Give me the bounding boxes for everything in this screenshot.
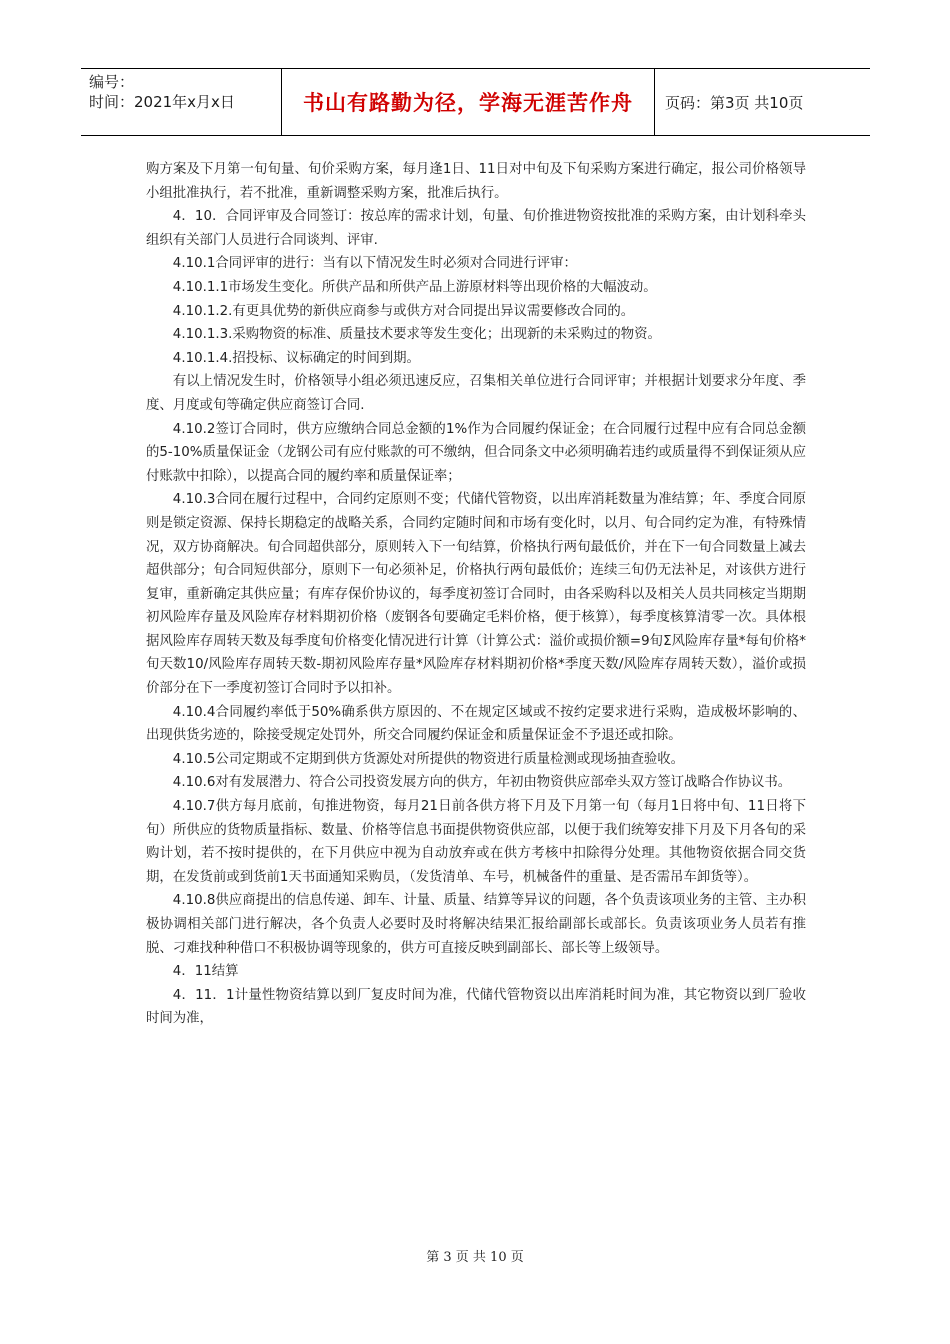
paragraph: 有以上情况发生时，价格领导小组必须迅速反应，召集相关单位进行合同评审；并根据计划要求分年度、季度、月度或旬等确定供应商签订合同. xyxy=(146,374,806,413)
paragraph: 4.10.8供应商提出的信息传递、卸车、计量、质量、结算等异议的问题，各个负责该项业务的主管、主办积极协调相关部门进行解决，各个负责人必要时及时将解决结果汇报给副部长或部长。负责该项业务人员若有推脱、刁难找种种借口不积极协调等现象的，供方可直接反映到副部长、部长等上级领导。 xyxy=(146,893,806,956)
paragraph: 4.10.1合同评审的进行：当有以下情况发生时必须对合同进行评审： xyxy=(172,256,577,272)
header-page-number: 页码：第3页 共10页 xyxy=(665,93,804,112)
page-footer: 第 3 页 共 10 页 xyxy=(426,1250,524,1265)
paragraph: 4.10.1.2.有更具优势的新供应商参与或供方对合同提出异议需要修改合同的。 xyxy=(172,303,635,319)
paragraph: 4．11结算 xyxy=(172,964,239,980)
page-header xyxy=(81,68,870,136)
paragraph: 4.10.4合同履约率低于50%确系供方原因的、不在规定区域或不按约定要求进行采购，造成极坏影响的、出现供货劣迹的，除接受规定处罚外，所交合同履约保证金和质量保证金不予退还或扣除。 xyxy=(146,704,806,744)
paragraph: 4.10.3合同在履行过程中，合同约定原则不变；代储代管物资，以出库消耗数量为准结算；年、季度合同原则是锁定资源、保持长期稳定的战略关系，合同约定随时间和市场有变化时，以月、旬合同约定为准，有特殊情况，双方协商解决。旬合同超供部分，原则转入下一旬结算，价格执行两旬最低价，并在下一旬合同数量上减去超供部分；旬合同短供部分，原则下一旬必须补足，价格执行两旬最低价；连续三旬仍无法补足，对该供方进行复审，重新确定其供应量；有库存保价协议的，每季度初签订合同时，由各采购科以及相关人员共同核定当期期初风险库存量及风险库存材料期初价格（废钢各旬要确定毛料价格，便于核算），每季度核算清零一次。具体根据风险库存周转天数及每季度旬价格变化情况进行计算（计算公式：溢价或损价额=9旬Σ风险库存量*每旬价格*旬天数10/风险库存周转天数-期初风险库存量*风险库存材料期初价格*季度天数/风险库存周转天数），溢价或损价部分在下一季度初签订合同时予以扣补。 xyxy=(146,492,806,697)
paragraph: 4.10.1.3.采购物资的标准、质量技术要求等发生变化；出现新的未采购过的物资。 xyxy=(172,327,661,343)
paragraph: 购方案及下月第一旬旬量、旬价采购方案，每月逢1日、11日对中旬及下旬采购方案进行确定，报公司价格领导小组批准执行，若不批准，重新调整采购方案，批准后执行。 xyxy=(146,162,806,201)
paragraph: 4.10.2签订合同时，供方应缴纳合同总金额的1%作为合同履约保证金；在合同履行过程中应有合同总金额的5-10%质量保证金（龙钢公司有应付账款的可不缴纳，但合同条文中必须明确若违约或质量得不到保证须从应付账款中扣除），以提高合同的履约率和质量保证率； xyxy=(146,421,806,484)
paragraph: 4．10．合同评审及合同签订：按总库的需求计划，旬量、旬价推进物资按批准的采购方案，由计划科牵头组织有关部门人员进行合同谈判、评审. xyxy=(146,209,806,248)
document-body xyxy=(146,158,806,1031)
document-time-label: 时间：2021年x月x日 xyxy=(89,93,235,111)
header-meta xyxy=(81,69,282,135)
paragraph: 4.10.7供方每月底前，旬推进物资，每月21日前各供方将下月及下月第一旬（每月1日将中旬、11日将下旬）所供应的货物质量指标、数量、价格等信息书面提供物资供应部，以便于我们统筹安排下月及下月各旬的采购计划，若不按时提供的，在下月供应中视为自动放弃或在供方考核中扣除得分处理。其他物资依据合同交货期，在发货前或到货前1天书面通知采购员，（发货清单、车号，机械备件的重量、是否需吊车卸货等）。 xyxy=(146,799,806,885)
header-motto: 书山有路勤为径，学海无涯苦作舟 xyxy=(282,69,655,135)
paragraph: 4.10.6对有发展潜力、符合公司投资发展方向的供方，年初由物资供应部牵头双方签订战略合作协议书。 xyxy=(172,775,792,791)
paragraph: 4.10.1.1市场发生变化。所供产品和所供产品上游原材料等出现价格的大幅波动。 xyxy=(172,279,657,295)
paragraph: 4．11．1计量性物资结算以到厂复皮时间为准，代储代管物资以出库消耗时间为准，其它物资以到厂验收时间为准， xyxy=(146,987,806,1027)
paragraph: 4.10.5公司定期或不定期到供方货源处对所提供的物资进行质量检测或现场抽查验收。 xyxy=(172,751,685,767)
paragraph: 4.10.1.4.招投标、议标确定的时间到期。 xyxy=(172,350,420,366)
document-number-label: 编号： xyxy=(89,73,135,91)
